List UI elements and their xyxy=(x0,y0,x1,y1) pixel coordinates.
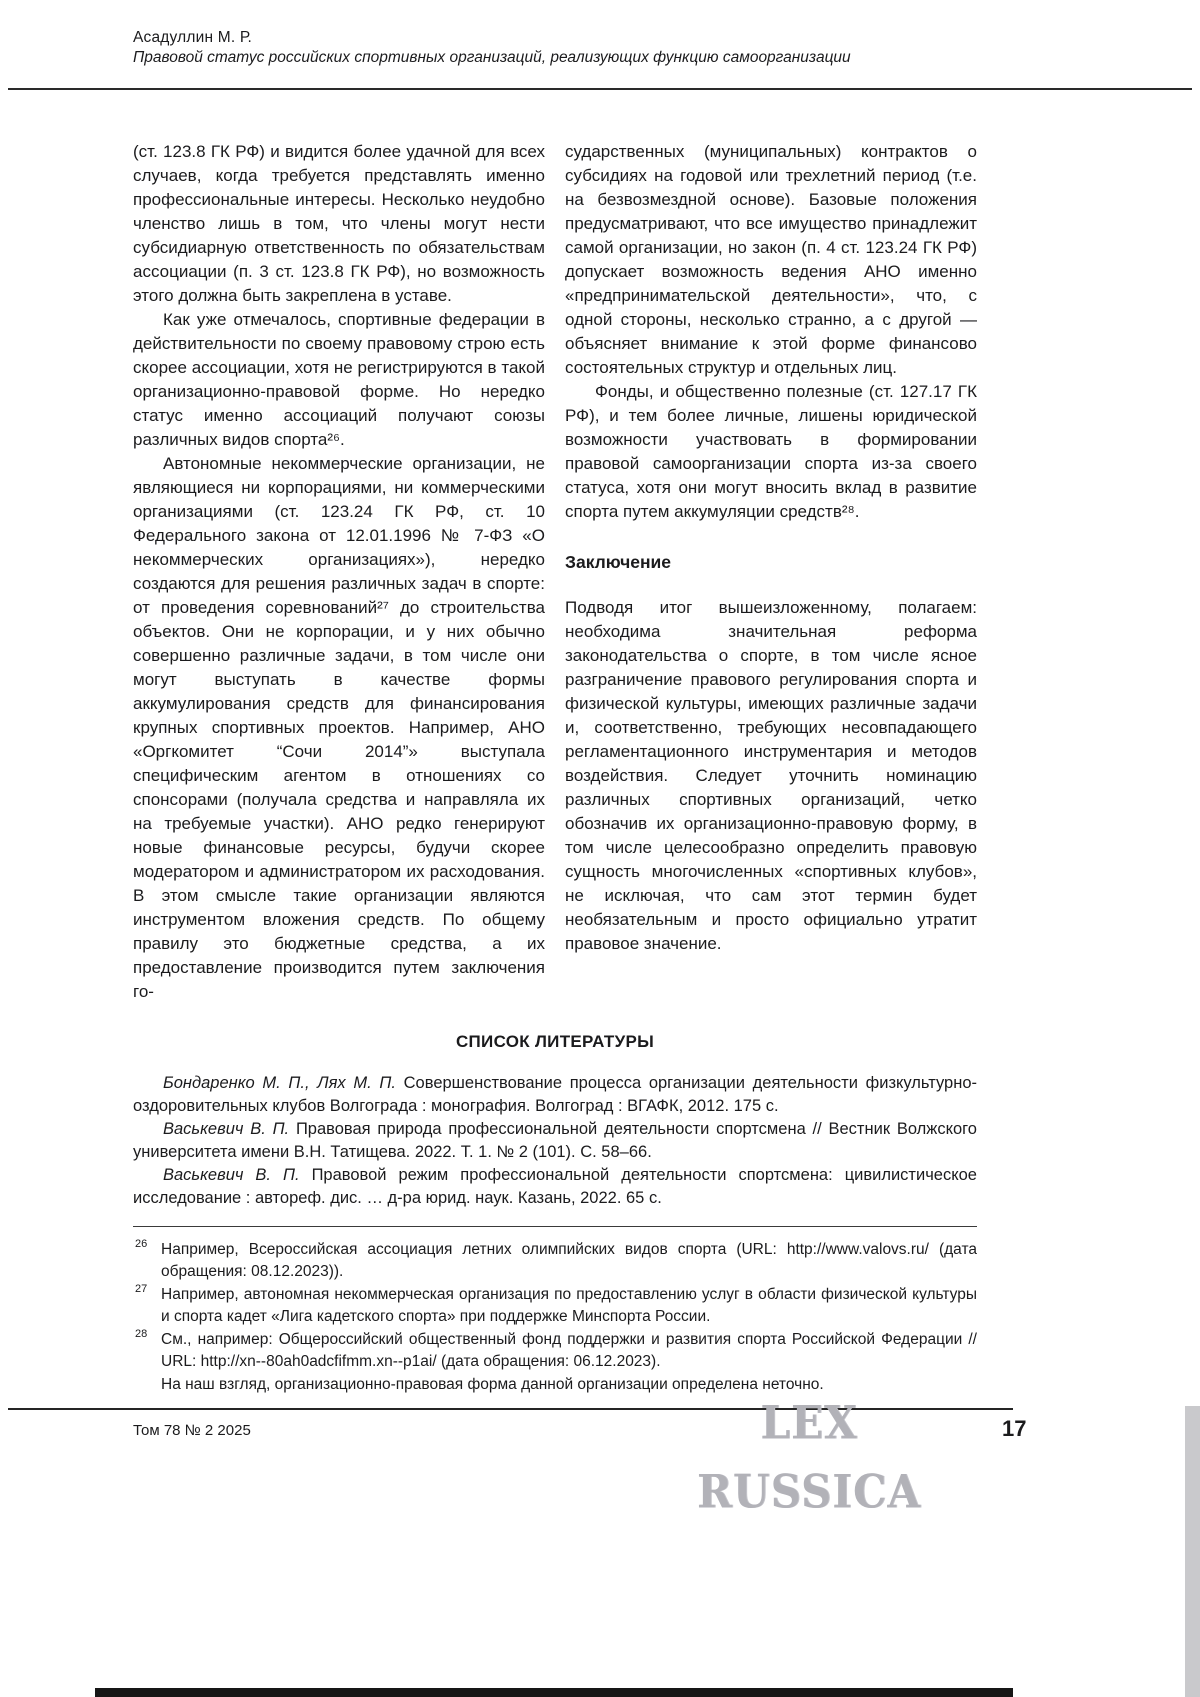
running-head-author: Асадуллин М. Р. xyxy=(133,29,253,46)
reference-authors: Бондаренко М. П., Лях М. П. xyxy=(163,1074,396,1092)
footnote-item xyxy=(133,1284,977,1327)
running-head-title: Правовой статус российских спортивных организаций, реализующих функцию самоорганизации xyxy=(133,49,851,66)
paragraph: Подводя итог вышеизложенному, полагаем: необходима значительная реформа законодательства о спорте, в том числе ясное разграничение правового регулирования спорта и физической культуры, имеющих различные задачи и, соответственно, требующих несовпадающего регламентационного инструментария и методов воздействия. Следует уточнить номинацию различных спортивных организаций, четко обозначив их организационно-правовую форму, в том числе целесообразно определить правовую сущность многочисленных «спортивных клубов», не исключая, что сам этот термин будет необязательным и просто официально утратит правовое значение. xyxy=(565,598,977,953)
reference-item xyxy=(133,1118,977,1164)
footnote-text: На наш взгляд, организационно-правовая форма данной организации определена неточно. xyxy=(161,1376,824,1393)
footnote-number: 26 xyxy=(135,1238,148,1250)
bottom-edge-bar xyxy=(95,1688,1013,1697)
paragraph: Как уже отмечалось, спортивные федерации в действительности по своему правовому строю есть скорее ассоциации, хотя не регистрируются в такой организационно-правовой форме. Но нередко статус именно ассоциаций получают союзы различных видов спорта²⁶. xyxy=(133,310,545,449)
footnote-separator-rule xyxy=(133,1226,977,1227)
reference-text: Правовая природа профессиональной деятельности спортсмена // Вестник Волжского университета имени В.Н. Татищева. 2022. Т. 1. № 2 (101). С. 58–66. xyxy=(133,1120,977,1161)
lex-russica-logo: LEX RUSSICA xyxy=(697,1396,921,1519)
reference-authors: Васькевич В. П. xyxy=(163,1120,290,1138)
paragraph: сударственных (муниципальных) контрактов о субсидиях на годовой или трехлетний период (т.е. на безвозмездной основе). Базовые положения предусматривают, что все имущество принадлежит самой организации, но закон (п. 4 ст. 123.24 ГК РФ) допускает возможность ведения АНО именно «предпринимательской деятельности», что, с одной стороны, несколько странно, а с другой — объясняет внимание к этой форме финансово состоятельных структур и отдельных лиц. xyxy=(565,142,977,377)
article-body xyxy=(133,140,977,1004)
page-number: 17 xyxy=(1002,1416,1027,1441)
reference-item xyxy=(133,1072,977,1118)
running-head xyxy=(0,0,1200,68)
left-column xyxy=(133,140,545,1004)
paragraph: Фонды, и общественно полезные (ст. 127.17 ГК РФ), и тем более личные, лишены юридической возможности участвовать в формировании правовой самоорганизации спорта из-за своего статуса, хотя они могут вносить вклад в развитие спорта путем аккумуляции средств²⁸. xyxy=(565,382,977,521)
footer-volume-issue: Том 78 № 2 2025 xyxy=(133,1422,251,1439)
footnote-number: 27 xyxy=(135,1283,148,1295)
conclusion-heading: Заключение xyxy=(565,552,672,572)
footnote-text: См., например: Общероссийский общественный фонд поддержки и развития спорта Российской Федерации // URL: http://xn--80ah0adcfifmm.xn--p1ai/ (дата обращения: 06.12.2023). xyxy=(161,1331,977,1370)
footnote-item xyxy=(133,1329,977,1372)
bibliography-heading: СПИСОК ЛИТЕРАТУРЫ xyxy=(455,1032,655,1051)
footnote-text: Например, автономная некоммерческая организация по предоставлению услуг в области физической культуры и спорта кадет «Лига кадетского спорта» при поддержке Минспорта России. xyxy=(161,1286,977,1325)
page-edge-tab xyxy=(1185,1406,1200,1697)
reference-text: Совершенствование процесса организации деятельности физкультурно-оздоровительных клубов Волгограда : монография. Волгоград : ВГАФК, 2012. 175 с. xyxy=(133,1074,978,1115)
footnote-text: Например, Всероссийская ассоциация летних олимпийских видов спорта (URL: http://www.valovs.ru/ (дата обращения: 08.12.2023)). xyxy=(161,1241,977,1280)
footnotes xyxy=(133,1239,977,1396)
paragraph: Автономные некоммерческие организации, не являющиеся ни корпорациями, ни коммерческими организациями (ст. 123.24 ГК РФ, ст. 10 Федерального закона от 12.01.1996 № 7-ФЗ «О некоммерческих организациях»), нередко создаются для решения различных задач в спорте: от проведения соревнований²⁷ до строительства объектов. Они не корпорации, и у них обычно совершенно различные задачи, в том числе они могут выступать в качестве формы аккумулирования средств для финансирования крупных спортивных проектов. Например, АНО «Оргкомитет “Сочи 2014”» выступала специфическим агентом в отношениях со спонсорами (получала средства и направляла их на требуемые участки). АНО редко генерируют новые финансовые ресурсы, будучи скорее модератором и администратором их расходования. В этом смысле такие организации являются инструментом вложения средств. По общему правилу это бюджетные средства, а их предоставление производится путем заключения го- xyxy=(133,454,545,1001)
footnote-number: 28 xyxy=(135,1328,148,1340)
reference-list xyxy=(133,1072,977,1210)
paragraph: (ст. 123.8 ГК РФ) и видится более удачной для всех случаев, когда требуется представлять именно профессиональные интересы. Несколько неудобно членство лишь в том, что члены могут нести субсидиарную ответственность по обязательствам ассоциации (п. 3 ст. 123.8 ГК РФ), но возможность этого должна быть закреплена в уставе. xyxy=(133,142,545,305)
header-rule xyxy=(8,88,1192,90)
footnote-item xyxy=(133,1239,977,1282)
reference-text: Правовой режим профессиональной деятельности спортсмена: цивилистическое исследование : автореф. дис. … д-ра юрид. наук. Казань, 2022. 65 с. xyxy=(133,1166,977,1207)
reference-authors: Васькевич В. П. xyxy=(163,1166,300,1184)
reference-item xyxy=(133,1164,977,1210)
right-column xyxy=(565,140,977,1004)
